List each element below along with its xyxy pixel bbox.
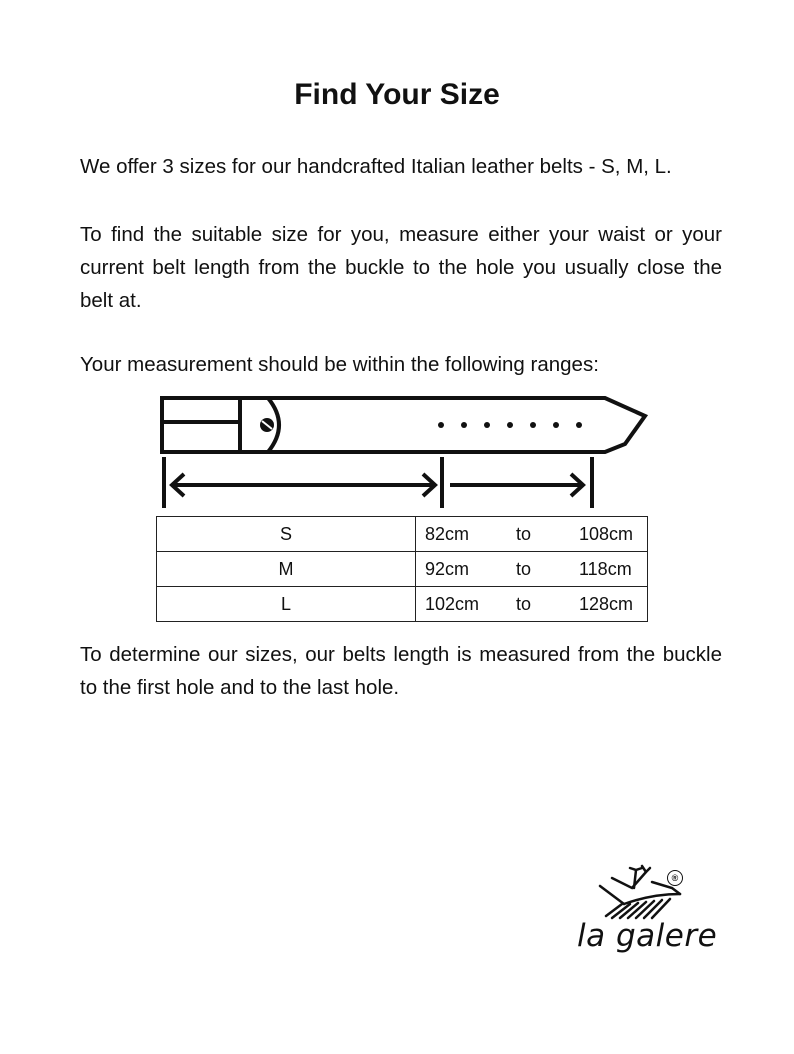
measure-markers [164,457,592,508]
buckle-screw-icon [260,418,274,432]
table-row [157,587,648,622]
table-row [157,552,648,587]
size-range [416,552,648,587]
size-range [416,587,648,622]
table-row [157,517,648,552]
range-to: to [516,559,532,579]
registered-mark: ® [667,870,683,886]
belt-buckle-frame [162,398,240,452]
belt-holes [438,422,582,428]
size-table [156,516,648,622]
belt-outline [162,398,645,452]
range-min: 92cm [425,559,470,579]
range-max: 118cm [579,559,632,579]
measure-arrows [172,474,583,496]
sizing-note-paragraph: To determine our sizes, our belts length is measured from the buckle to the first hole and to the last hole. [80,643,722,699]
range-max: 128cm [579,594,634,614]
size-range [416,517,648,552]
range-to: to [516,524,532,544]
range-max: 108cm [579,524,634,544]
range-min: 102cm [425,594,480,614]
how-to-measure-paragraph: To find the suitable size for you, measure either your waist or your current belt length from the buckle to the hole you usually close the belt at. [80,223,722,312]
size-label: S [157,517,416,552]
range-min: 82cm [425,524,470,544]
size-label: L [157,587,416,622]
belt-strap [162,398,645,452]
intro-paragraph: We offer 3 sizes for our handcrafted Italian leather belts - S, M, L. [80,155,672,178]
belt-diagram [150,390,660,515]
size-label: M [157,552,416,587]
galley-ship-icon [572,864,684,922]
range-to: to [516,594,532,614]
ranges-intro-paragraph: Your measurement should be within the following ranges: [80,353,599,376]
brand-logo-text: la galere [577,918,718,954]
page-title: Find Your Size [294,78,500,111]
